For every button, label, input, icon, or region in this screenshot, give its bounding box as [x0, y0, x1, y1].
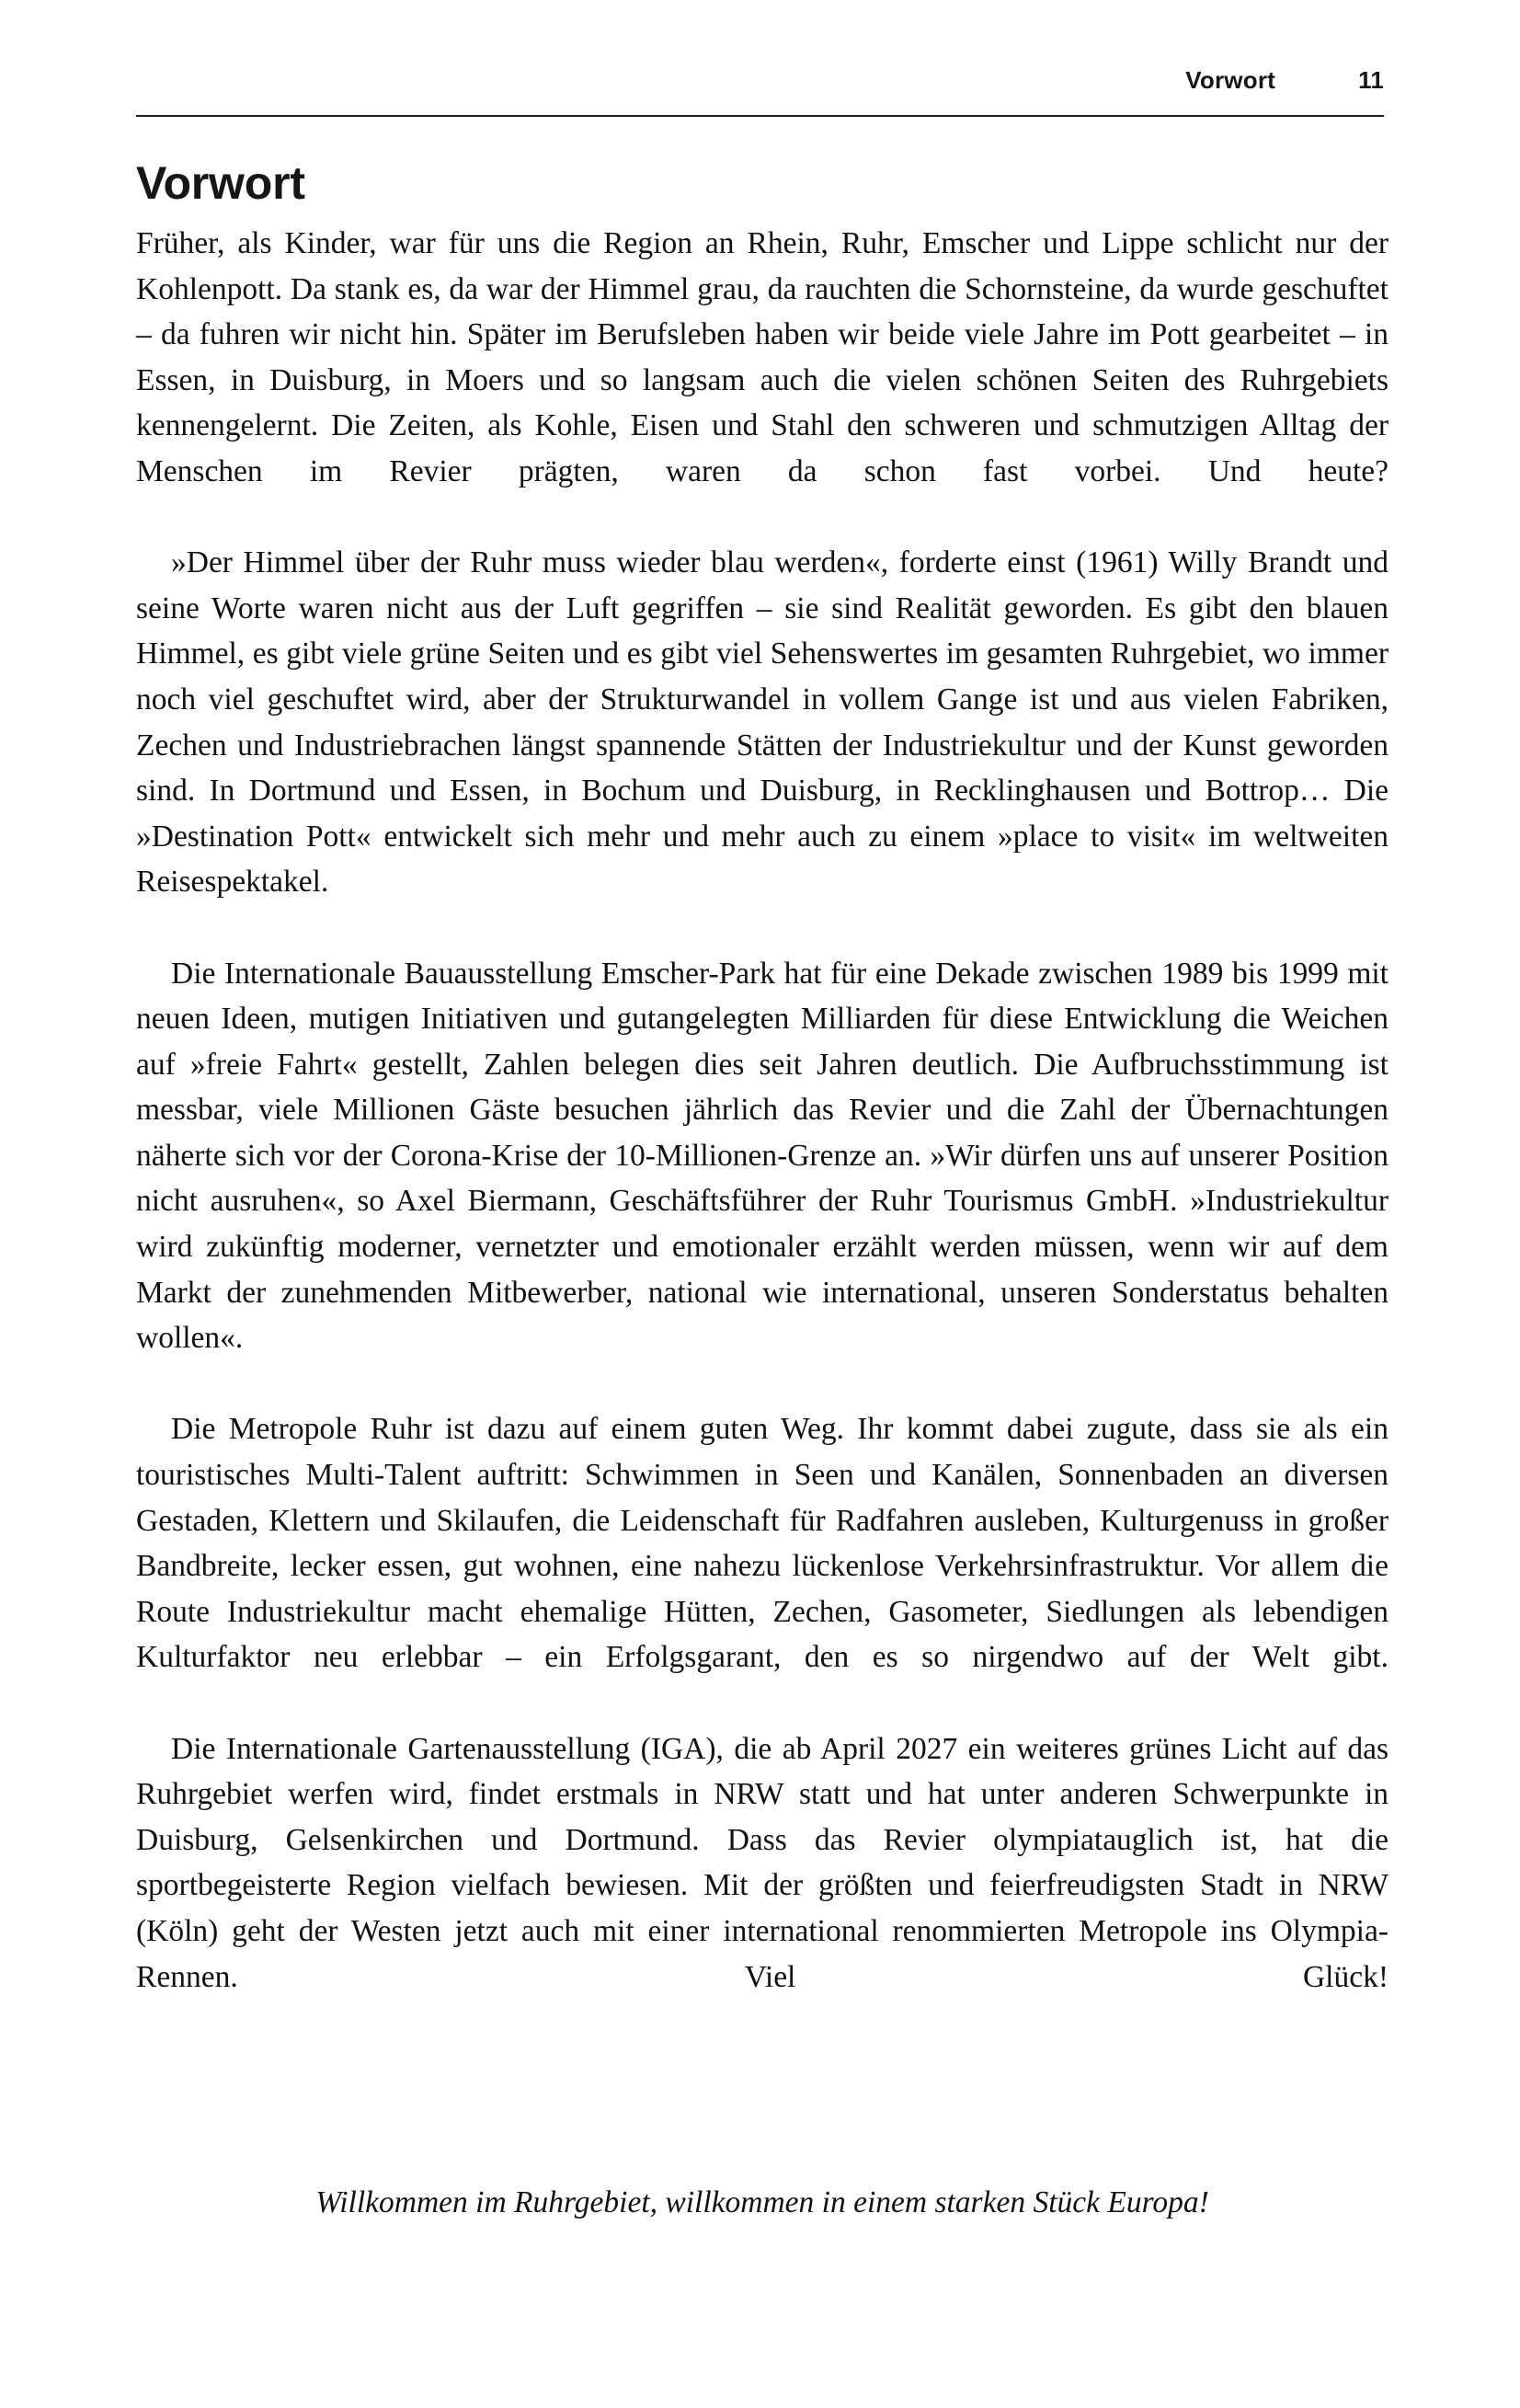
body-text-column — [136, 221, 1389, 2046]
paragraph-2: »Der Himmel über der Ruhr muss wieder blau werden«, forderte einst (1961) Willy Brandt und seine Worte waren nicht aus der Luft gegriffen – sie sind Realität geworden. Es gibt den blauen Himmel, es gibt viele grüne Seiten und es gibt viel Sehenswertes im gesamten Ruhrgebiet, wo immer noch viel geschuftet wird, aber der Strukturwandel in vollem Gange ist und aus vielen Fabriken, Zechen und Industriebrachen längst spannende Stätten der Industriekultur und der Kunst geworden sind. In Dortmund und Essen, in Bochum und Duisburg, in Recklinghausen und Bottrop… Die »Destination Pott« entwickelt sich mehr und mehr auch zu einem »place to visit« im weltweiten Reisespektakel. — [136, 545, 1389, 900]
paragraph-5: Die Internationale Gartenausstellung (IGA), die ab April 2027 ein weiteres grünes Licht auf das Ruhrgebiet werfen wird, findet erstmals in NRW statt und hat unter anderen Schwerpunkte in Duisburg, Gelsenkirchen und Dortmund. Dass das Revier olympiatauglich ist, hat die sportbegeisterte Region vielfach bewiesen. Mit der größten und feierfreudigsten Stadt in NRW (Köln) geht der Westen jetzt auch mit einer international renommierten Metropole ins Olympia-Rennen. Viel Glück! — [136, 1731, 1389, 1994]
paragraph-3: Die Internationale Bauausstellung Emscher-Park hat für eine Dekade zwischen 1989 bis 1999 mit neuen Ideen, mutigen Initiativen und gutangelegten Milliarden für diese Entwicklung die Weichen auf »freie Fahrt« gestellt, Zahlen belegen dies seit Jahren deutlich. Die Aufbruchsstimmung ist messbar, viele Millionen Gäste besuchen jährlich das Revier und die Zahl der Übernachtungen näherte sich vor der Corona-Krise der 10-Millionen-Grenze an. »Wir dürfen uns auf unserer Position nicht ausruhen«, so Axel Biermann, Geschäftsführer der Ruhr Tourismus GmbH. »Industriekultur wird zukünftig moderner, vernetzter und emotionaler erzählt werden müssen, wenn wir auf dem Markt der zunehmenden Mitbewerber, national wie international, unseren Sonderstatus behalten wollen«. — [136, 956, 1389, 1356]
paragraph-1: Früher, als Kinder, war für uns die Region an Rhein, Ruhr, Emscher und Lippe schlicht nur der Kohlenpott. Da stank es, da war der Himmel grau, da rauchten die Schornsteine, da wurde geschuftet – da fuhren wir nicht hin. Später im Berufsleben haben wir beide viele Jahre im Pott gearbeitet – in Essen, in Duisburg, in Moers und so langsam auch die vielen schönen Seiten des Ruhrgebiets kennengelernt. Die Zeiten, als Kohle, Eisen und Stahl den schweren und schmutzigen Alltag der Menschen im Revier prägten, waren da schon fast vorbei. Und heute? — [136, 226, 1389, 488]
page-title: Vorwort — [136, 156, 305, 209]
running-head-title: Vorwort — [1185, 66, 1275, 94]
running-head — [136, 66, 1384, 107]
closing-salutation: Willkommen im Ruhrgebiet, willkommen in einem starken Stück Europa! — [315, 2185, 1209, 2219]
paragraph-4: Die Metropole Ruhr ist dazu auf einem guten Weg. Ihr kommt dabei zugute, dass sie als ein touristisches Multi-Talent auftritt: Schwimmen in Seen und Kanälen, Sonnenbaden an diversen Gestaden, Klettern und Skilaufen, die Leidenschaft für Radfahren ausleben, Kulturgenuss in großer Bandbreite, lecker essen, gut wohnen, eine nahezu lückenlose Verkehrsinfrastruktur. Vor allem die Route Industriekultur macht ehemalige Hütten, Zechen, Gasometer, Siedlungen als lebendigen Kulturfaktor neu erlebbar – ein Erfolgsgarant, den es so nirgendwo auf der Welt gibt. — [136, 1412, 1389, 1675]
page-number: 11 — [1358, 66, 1384, 94]
header-rule-divider — [136, 115, 1384, 117]
